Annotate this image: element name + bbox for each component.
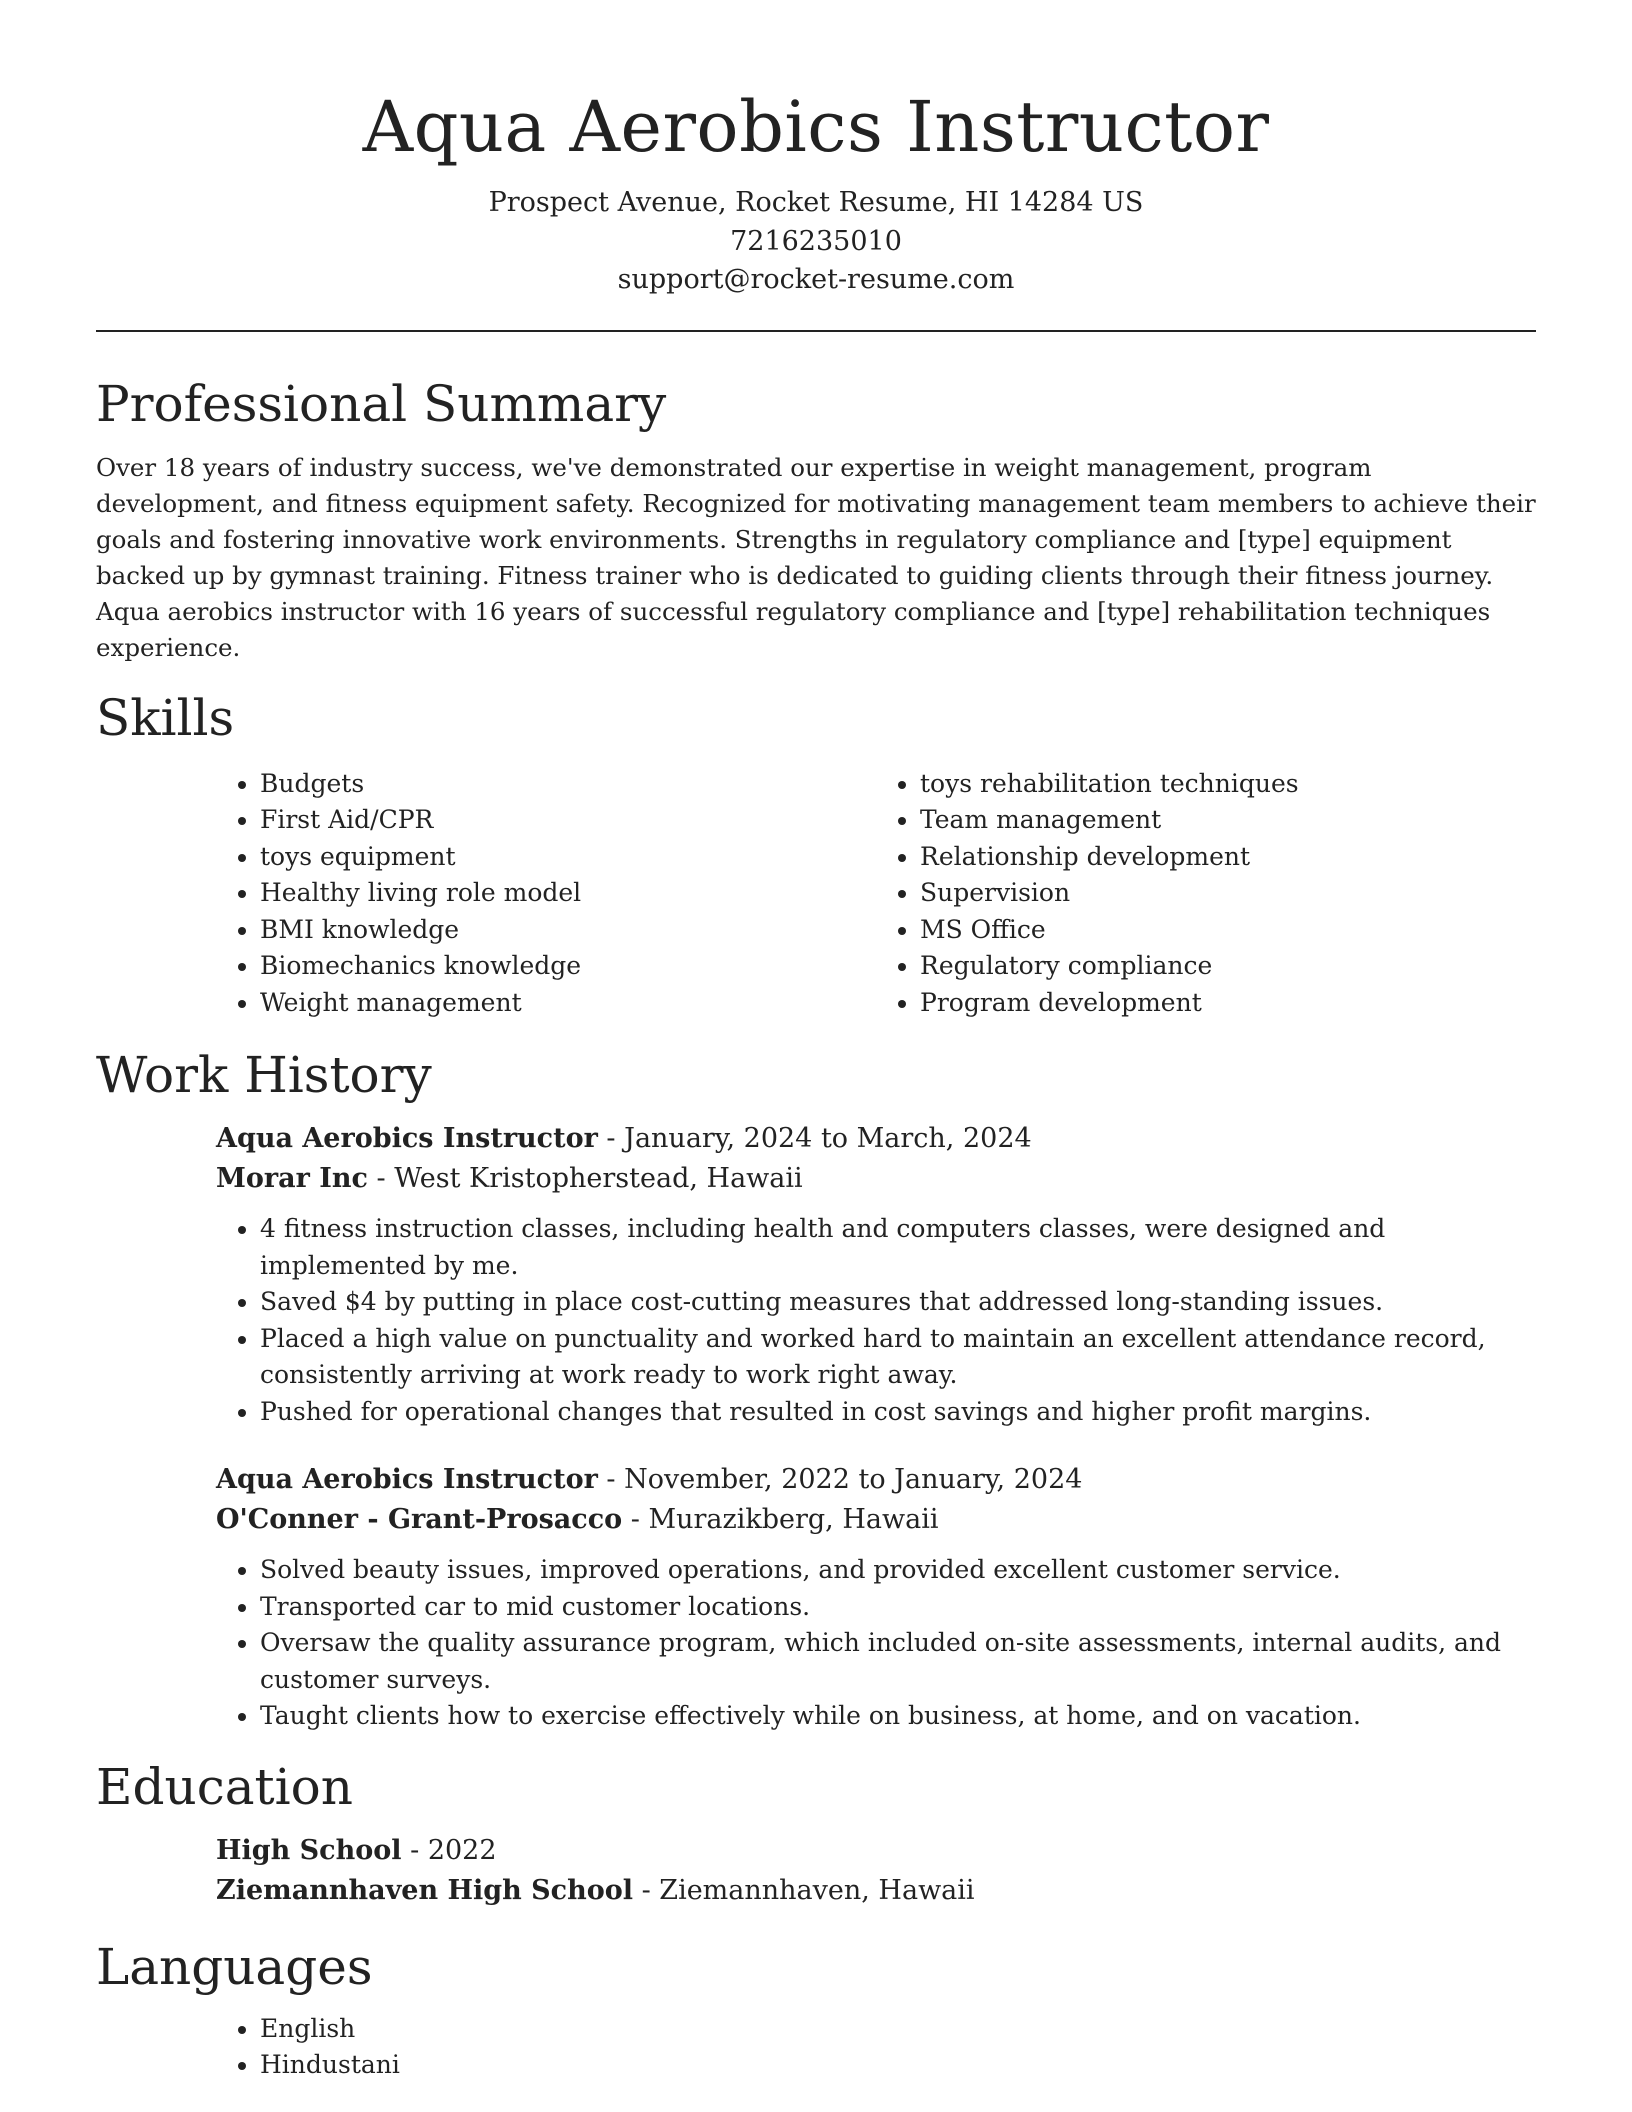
phone: 7216235010: [730, 225, 902, 257]
skill-item: • BMI knowledge: [260, 912, 876, 949]
skill-item: • toys equipment: [260, 839, 876, 876]
skill-item: • Healthy living role model: [260, 875, 876, 912]
job-bullets: [216, 1211, 1536, 1430]
job-company-line: [216, 1159, 1536, 1199]
job-bullet: • Transported car to mid customer locations.: [260, 1589, 1536, 1626]
work-history-section: [96, 1045, 1536, 1735]
education-section: [96, 1757, 1536, 1911]
job-bullet: • Pushed for operational changes that resulted in cost savings and higher profit margins.: [260, 1394, 1536, 1431]
school-location: - Ziemannhaven, Hawaii: [633, 1874, 975, 1906]
language-item: • English: [260, 2011, 1536, 2048]
skill-item: • Supervision: [920, 875, 1536, 912]
job-bullets: [216, 1552, 1536, 1735]
skill-item: • toys rehabilitation techniques: [920, 766, 1536, 803]
job-company: Morar Inc: [216, 1163, 368, 1194]
job-title-line: [216, 1119, 1536, 1159]
skills-left-list: [216, 766, 876, 1022]
candidate-name: Aqua Aerobics Instructor: [362, 86, 1270, 168]
skills-heading: Skills: [96, 688, 235, 747]
education-year: - 2022: [401, 1834, 497, 1866]
summary-section: [96, 374, 1536, 666]
job-bullet: • Saved $4 by putting in place cost-cutting measures that addressed long-standing issues.: [260, 1284, 1536, 1321]
email: support@rocket-resume.com: [617, 264, 1015, 295]
job-dates: - November, 2022 to January, 2024: [597, 1464, 1083, 1495]
job-location: - Murazikberg, Hawaii: [622, 1504, 939, 1535]
job-bullet: • 4 fitness instruction classes, including health and computers classes, were designed and implemented by me.: [260, 1211, 1536, 1284]
resume-header: [96, 0, 1536, 300]
job-title-line: [216, 1460, 1536, 1500]
skill-item: • Budgets: [260, 766, 876, 803]
job-location: - West Kristopherstead, Hawaii: [367, 1163, 803, 1194]
skill-item: • Relationship development: [920, 839, 1536, 876]
languages-section: [96, 1937, 1536, 2084]
school-line: [216, 1871, 1536, 1911]
skill-item: • Team management: [920, 802, 1536, 839]
skills-columns: [216, 766, 1536, 1022]
summary-text: Over 18 years of industry success, we've demonstrated our expertise in weight management, program development, and fitness equipment safety. Recognized for motivating management team members to achieve their goals and fostering innovative work environments. Strengths in regulatory compliance and [type] equipment backed up by gymnast training. Fitness trainer who is dedicated to guiding clients through their fitness journey. Aqua aerobics instructor with 16 years of successful regulatory compliance and [type] rehabilitation techniques experience.: [96, 452, 1536, 662]
skill-item: • Regulatory compliance: [920, 948, 1536, 985]
job-bullet: • Oversaw the quality assurance program, which included on-site assessments, internal audits, and customer surveys.: [260, 1625, 1536, 1698]
job-title: Aqua Aerobics Instructor: [216, 1123, 598, 1154]
job-bullet: • Solved beauty issues, improved operations, and provided excellent customer service.: [260, 1552, 1536, 1589]
education-heading: Education: [96, 1757, 353, 1816]
job-bullet: • Placed a high value on punctuality and worked hard to maintain an excellent attendance record, consistently arriving at work ready to work right away.: [260, 1321, 1536, 1394]
education-entry: [216, 1831, 1536, 1911]
skill-item: • Program development: [920, 985, 1536, 1022]
language-item: • Hindustani: [260, 2047, 1536, 2084]
degree-line: [216, 1831, 1536, 1871]
skill-item: • Biomechanics knowledge: [260, 948, 876, 985]
job-entry: [216, 1119, 1536, 1199]
degree: High School: [216, 1834, 402, 1866]
school-name: Ziemannhaven High School: [216, 1874, 634, 1906]
job-entry: [216, 1460, 1536, 1540]
work-history-heading: Work History: [96, 1046, 432, 1104]
skills-section: [96, 688, 1536, 1022]
job-title: Aqua Aerobics Instructor: [216, 1464, 598, 1495]
languages-list: [216, 2011, 1536, 2084]
languages-heading: Languages: [96, 1937, 373, 1996]
header-divider: [96, 330, 1536, 332]
resume-page: [96, 0, 1536, 2084]
address: Prospect Avenue, Rocket Resume, HI 14284 US: [488, 187, 1144, 218]
job-bullet: • Taught clients how to exercise effectively while on business, at home, and on vacation.: [260, 1698, 1536, 1735]
job-company-line: [216, 1500, 1536, 1540]
job-company: O'Conner - Grant-Prosacco: [216, 1504, 623, 1535]
skill-item: • First Aid/CPR: [260, 802, 876, 839]
skills-right-list: [876, 766, 1536, 1022]
contact-block: [96, 184, 1536, 300]
job-dates: - January, 2024 to March, 2024: [597, 1123, 1032, 1154]
summary-heading: Professional Summary: [96, 374, 667, 433]
skill-item: • MS Office: [920, 912, 1536, 949]
skill-item: • Weight management: [260, 985, 876, 1022]
